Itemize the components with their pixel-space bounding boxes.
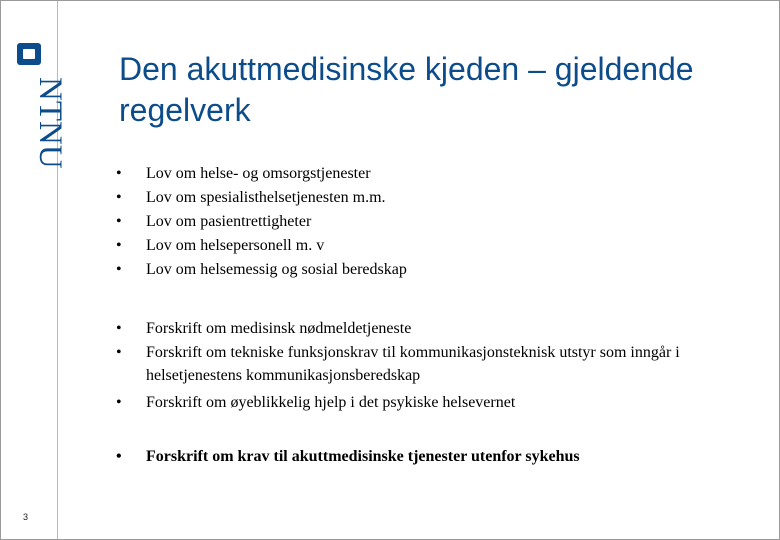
list-item (113, 234, 733, 258)
list-item-text: Forskrift om tekniske funksjonskrav til kommunikasjonsteknisk utstyr som inngår i helsetjenestens kommunikasjonsberedskap (146, 344, 680, 384)
bullet: • (116, 344, 122, 361)
bullet: • (116, 189, 122, 206)
list-item-text: Lov om pasientrettigheter (146, 213, 312, 230)
bullet: • (116, 261, 122, 278)
regulations-list (113, 317, 733, 415)
page-number: 3 (23, 512, 29, 522)
list-item (113, 445, 733, 469)
list-item (113, 186, 733, 210)
list-item (113, 258, 733, 282)
logo-text: NTNU (32, 77, 68, 169)
list-item-text: Forskrift om medisinsk nødmeldetjeneste (146, 320, 412, 337)
list-item-text: Lov om spesialisthelsetjenesten m.m. (146, 189, 386, 206)
list-item-text: Lov om helse- og omsorgstjenester (146, 165, 371, 182)
sidebar (1, 1, 68, 539)
list-item (113, 391, 733, 415)
list-item (113, 341, 733, 387)
list-item-text: Lov om helsemessig og sosial beredskap (146, 261, 407, 278)
list-item-text: Forskrift om øyeblikkelig hjelp i det psykiske helsevernet (146, 394, 516, 411)
bullet: • (116, 213, 122, 230)
list-item-text: Forskrift om krav til akuttmedisinske tjenester utenfor sykehus (146, 448, 580, 465)
list-item (113, 162, 733, 186)
bullet: • (116, 448, 122, 465)
bullet: • (116, 394, 122, 411)
ntnu-logo (9, 39, 68, 187)
laws-list (113, 162, 733, 282)
list-item (113, 317, 733, 341)
bullet: • (116, 320, 122, 337)
list-item-text: Lov om helsepersonell m. v (146, 237, 325, 254)
page-title: Den akuttmedisinske kjeden – gjeldende regelverk (119, 51, 694, 128)
bullet: • (116, 237, 122, 254)
bullet: • (116, 165, 122, 182)
highlight-list (113, 445, 733, 469)
list-item (113, 210, 733, 234)
